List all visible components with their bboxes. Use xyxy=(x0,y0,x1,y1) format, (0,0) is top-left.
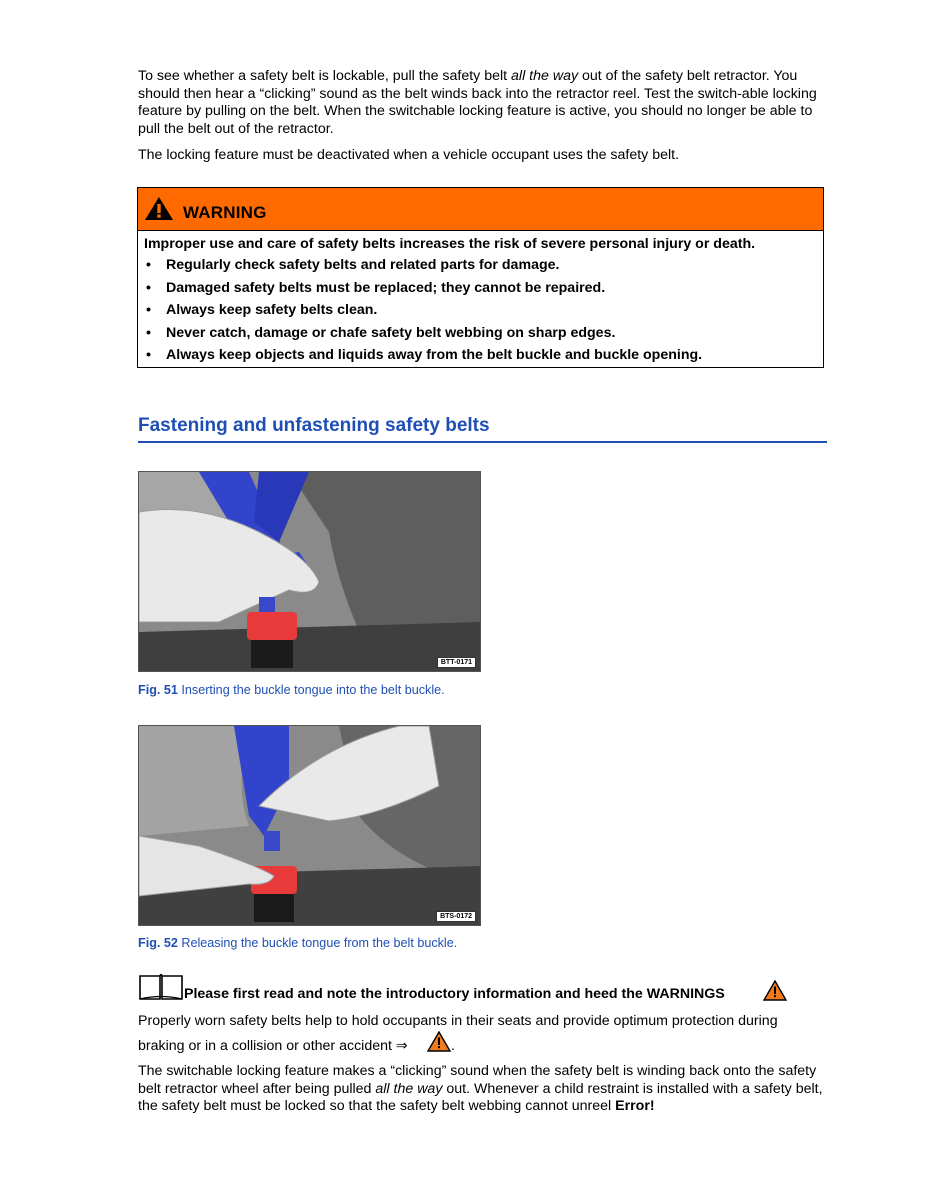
warning-header xyxy=(138,188,823,231)
read-note xyxy=(138,972,828,1002)
warning-item xyxy=(144,277,817,300)
section-heading xyxy=(138,417,827,443)
figure-code: BTS-0172 xyxy=(436,911,476,922)
intro-emphasis: all the way xyxy=(511,68,579,84)
bullet: • xyxy=(146,302,151,318)
warning-triangle-icon[interactable] xyxy=(763,980,787,1001)
period: . xyxy=(451,1038,455,1054)
warning-item-text: Damaged safety belts must be replaced; they cannot be repaired. xyxy=(166,279,606,296)
buckle-release-illustration xyxy=(139,726,481,926)
error-reference: Error! xyxy=(615,1098,655,1115)
warning-triangle-icon[interactable] xyxy=(427,1031,451,1052)
warning-item xyxy=(144,344,817,367)
read-note-text: Please first read and note the introductory information and heed the WARNINGS xyxy=(184,986,725,1002)
warning-intro: Improper use and care of safety belts increases the risk of severe personal injury or death. xyxy=(144,236,756,252)
body-paragraph-1-line-2 xyxy=(138,1031,828,1055)
figure-51-caption xyxy=(138,682,445,700)
figure-52-caption xyxy=(138,935,457,953)
warning-item xyxy=(144,322,817,345)
warning-item-text: Always keep objects and liquids away from the belt buckle and buckle opening. xyxy=(166,347,703,363)
warning-item xyxy=(144,254,817,277)
warning-item-text: Regularly check safety belts and related parts for damage. xyxy=(166,257,560,273)
figure-52-image xyxy=(138,725,481,926)
intro-text: To see whether a safety belt is lockable, pull the safety belt xyxy=(138,68,512,84)
intro-text-cont: out of the safety belt retractor. You should then hear a “clicking” sound as the belt winds back into the retractor reel. Test the switch-able locking feature by pulling on the belt. When the switchable locking feature is active, you should no longer be able to pull the belt out of the retractor. xyxy=(138,68,817,137)
bullet: • xyxy=(146,347,151,363)
book-icon xyxy=(138,972,184,1002)
intro-paragraph-2: The locking feature must be deactivated when a vehicle occupant uses the safety belt. xyxy=(138,147,680,163)
bullet: • xyxy=(146,257,151,273)
warning-triangle-icon xyxy=(144,196,174,221)
body-text-cont: out. Whenever a child restraint is installed with a safety belt, the safety belt must be locked so that the safety belt webbing cannot unreel xyxy=(138,1080,823,1115)
warning-item-text: Never catch, damage or chafe safety belt webbing on sharp edges. xyxy=(166,324,616,341)
section-heading-text: Fastening and unfastening safety belts xyxy=(138,415,490,436)
figure-51-image xyxy=(138,471,481,672)
warning-item xyxy=(144,299,817,322)
warning-body xyxy=(138,231,823,367)
body-text: The switchable locking feature makes a “clicking” sound when the safety belt is winding back onto the safety belt retractor wheel after being pulled xyxy=(138,1063,817,1097)
body-emphasis: all the way xyxy=(375,1080,443,1097)
figure-caption-text: Releasing the buckle tongue from the belt buckle. xyxy=(177,936,458,950)
warning-item-text: Always keep safety belts clean. xyxy=(166,302,378,318)
warning-box xyxy=(137,187,824,368)
body-text: braking or in a collision or other accident ⇒ xyxy=(138,1038,408,1054)
figure-label: Fig. 52 xyxy=(138,936,178,950)
bullet: • xyxy=(146,324,151,341)
figure-label: Fig. 51 xyxy=(138,683,178,697)
warning-list xyxy=(144,254,817,367)
figure-caption-text: Inserting the buckle tongue into the belt buckle. xyxy=(177,683,445,697)
body-paragraph-2 xyxy=(138,1063,828,1116)
bullet: • xyxy=(146,279,151,296)
figure-code: BTT-0171 xyxy=(437,657,476,668)
buckle-insert-illustration xyxy=(139,472,481,672)
body-paragraph-1-line-1: Properly worn safety belts help to hold occupants in their seats and provide optimum protection during xyxy=(138,1013,778,1029)
warning-title: WARNING xyxy=(183,203,267,222)
intro-paragraph-1 xyxy=(138,68,828,138)
